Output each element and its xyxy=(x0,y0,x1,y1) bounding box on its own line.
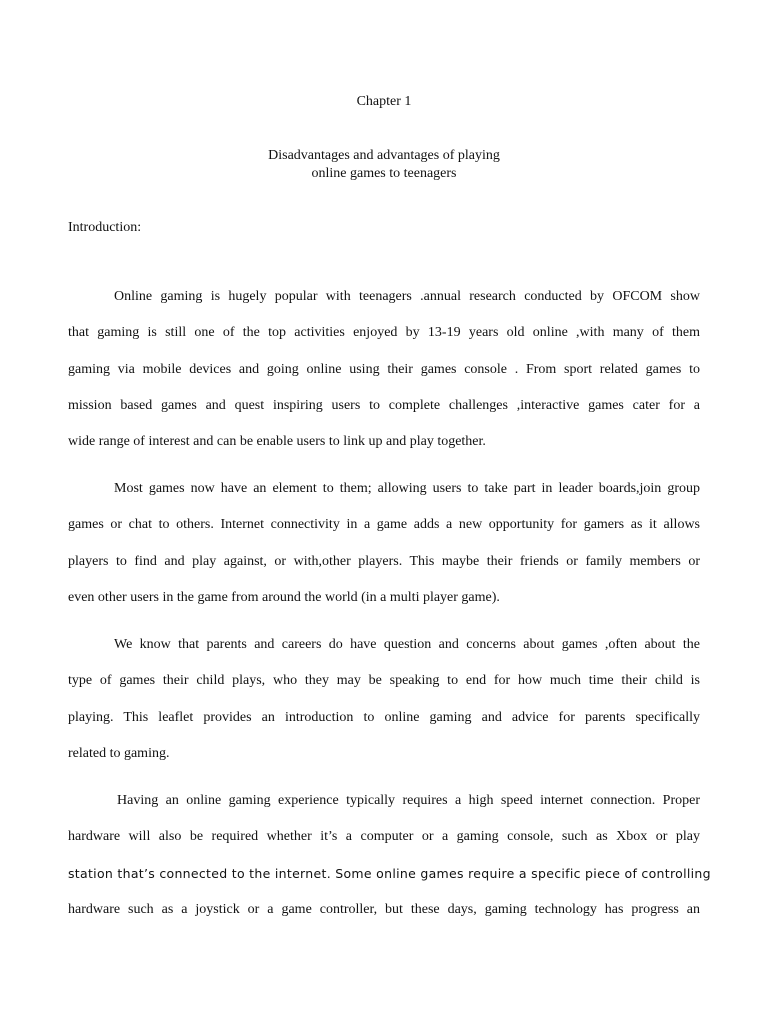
title-line-1: Disadvantages and advantages of playing xyxy=(268,148,500,163)
document-title xyxy=(0,147,768,183)
paragraph-line: playing. This leaflet provides an introduction to online gaming and advice for parents specifically xyxy=(68,709,700,725)
paragraph-line: gaming via mobile devices and going online using their games console . From sport related games to xyxy=(68,361,700,377)
paragraph-3 xyxy=(68,627,700,772)
paragraph-1 xyxy=(68,279,700,460)
paragraph-line: players to find and play against, or with,other players. This maybe their friends or family members or xyxy=(68,553,700,569)
paragraph-line: station that’s connected to the internet. Some online games require a specific piece of controlling xyxy=(68,865,711,881)
title-line-2: online games to teenagers xyxy=(311,166,457,181)
paragraph-4 xyxy=(68,783,711,928)
paragraph-line: wide range of interest and can be enable users to link up and play together. xyxy=(68,434,486,450)
paragraph-line: hardware such as a joystick or a game controller, but these days, gaming technology has progress an xyxy=(68,901,700,917)
paragraph-line: type of games their child plays, who they may be speaking to end for how much time their child is xyxy=(68,673,700,689)
paragraph-line: that gaming is still one of the top activities enjoyed by 13-19 years old online ,with many of them xyxy=(68,325,700,341)
paragraph-line: even other users in the game from around the world (in a multi player game). xyxy=(68,589,500,605)
chapter-heading: Chapter 1 xyxy=(356,94,412,109)
paragraph-line: Most games now have an element to them; allowing users to take part in leader boards,join group xyxy=(114,481,700,496)
paragraph-line: related to gaming. xyxy=(68,745,170,761)
paragraph-line: games or chat to others. Internet connectivity in a game adds a new opportunity for gamers as it allows xyxy=(68,517,700,533)
paragraph-line: mission based games and quest inspiring users to complete challenges ,interactive games cater for a xyxy=(68,397,700,413)
paragraph-2 xyxy=(68,471,700,616)
paragraph-line: Having an online gaming experience typically requires a high speed internet connection. Proper xyxy=(117,793,700,808)
paragraph-line: hardware will also be required whether it’s a computer or a gaming console, such as Xbox or play xyxy=(68,829,700,845)
paragraph-line: We know that parents and careers do have question and concerns about games ,often about the xyxy=(114,637,700,652)
intro-heading: Introduction: xyxy=(68,220,142,235)
paragraph-line: Online gaming is hugely popular with teenagers .annual research conducted by OFCOM show xyxy=(114,289,700,304)
